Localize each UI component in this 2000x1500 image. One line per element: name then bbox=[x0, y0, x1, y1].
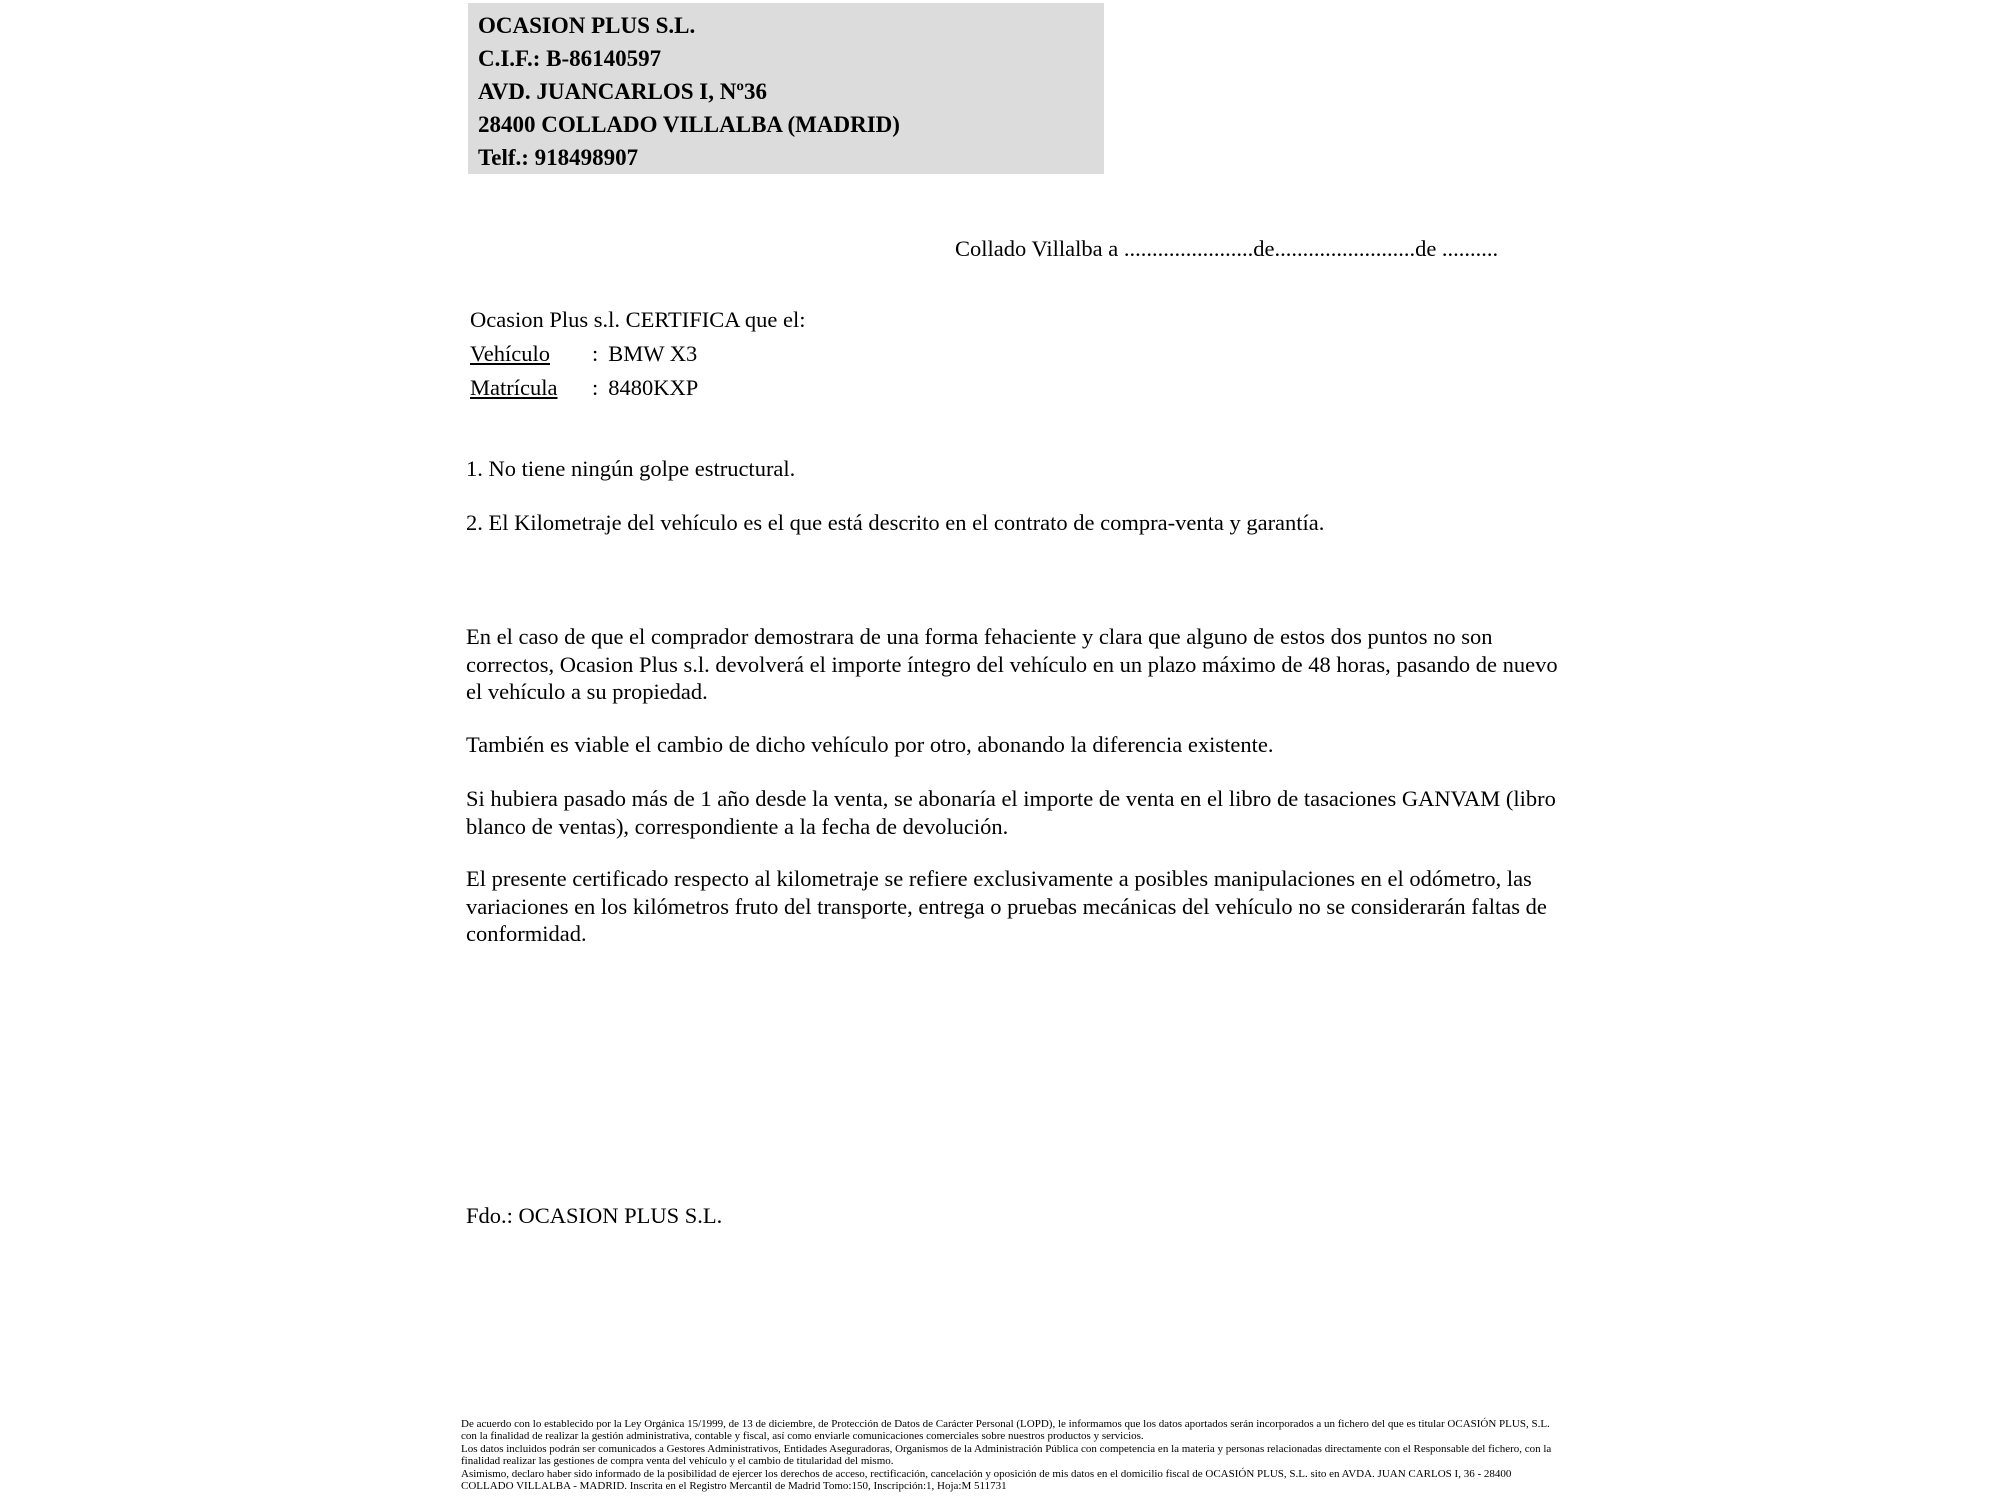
paragraph-refund-terms: En el caso de que el comprador demostrara de una forma fehaciente y clara que alguno de estos dos puntos no son correctos, Ocasion Plus s.l. devolverá el importe íntegro del vehículo en un plazo máximo de 48 horas, pasando de nuevo el vehículo a su propiedad. bbox=[466, 624, 1558, 705]
certification-intro: Ocasion Plus s.l. CERTIFICA que el: bbox=[470, 307, 806, 332]
vehicle-label: Vehículo bbox=[470, 341, 550, 366]
vehicle-value: BMW X3 bbox=[608, 341, 698, 366]
plate-label: Matrícula bbox=[470, 375, 558, 400]
company-cif: C.I.F.: B-86140597 bbox=[478, 46, 662, 71]
plate-field bbox=[470, 371, 806, 405]
paragraph-ganvam-valuation: Si hubiera pasado más de 1 año desde la venta, se abonaría el importe de venta en el libro de tasaciones GANVAM (libro blanco de ventas), correspondiente a la fecha de devolución. bbox=[466, 786, 1556, 839]
vehicle-field bbox=[470, 337, 806, 371]
legal-paragraph-lopd: De acuerdo con lo establecido por la Ley Orgánica 15/1999, de 13 de diciembre, de Protección de Datos de Carácter Personal (LOPD), le informamos que los datos aportados serán incorporados a un fichero del que es titular OCASIÓN PLUS, S.L. con la finalidad de realizar la gestión administrativa, contable y fiscal, así como enviarle comunicaciones comerciales sobre nuestros productos y servicios. bbox=[461, 1418, 1550, 1443]
certified-point-2: 2. El Kilometraje del vehículo es el que está descrito en el contrato de compra-venta y garantía. bbox=[466, 510, 1325, 535]
paragraph-exchange-option: También es viable el cambio de dicho vehículo por otro, abonando la diferencia existente. bbox=[466, 732, 1274, 757]
company-city: 28400 COLLADO VILLALBA (MADRID) bbox=[478, 112, 900, 137]
plate-value: 8480KXP bbox=[608, 375, 699, 400]
company-phone: Telf.: 918498907 bbox=[478, 145, 639, 170]
company-address: AVD. JUANCARLOS I, Nº36 bbox=[478, 79, 767, 104]
legal-paragraph-rights: Asimismo, declaro haber sido informado de la posibilidad de ejercer los derechos de acceso, rectificación, cancelación y oposición de mis datos en el domicilio fiscal de OCASIÓN PLUS, S.L. sito en AVDA. JUAN CARLOS I, 36 - 28400 COLLADO VILLALBA - MADRID. Inscrita en el Registro Mercantil de Madrid Tomo:150, Inscripción:1, Hoja:M 511731 bbox=[461, 1467, 1512, 1493]
signature-line: Fdo.: OCASION PLUS S.L. bbox=[466, 1203, 723, 1228]
legal-paragraph-data-sharing: Los datos incluidos podrán ser comunicados a Gestores Administrativos, Entidades Aseguradoras, Organismos de la Administración Pública con competencia en la materia y personas relacionadas directamente con el Responsable del fichero, con la finalidad realizar las gestiones de compra venta del vehículo y el cambio de titularidad del mismo. bbox=[461, 1442, 1552, 1468]
vehicle-separator: : bbox=[592, 341, 599, 366]
certification-block bbox=[470, 303, 806, 405]
paragraph-odometer-disclaimer: El presente certificado respecto al kilometraje se refiere exclusivamente a posibles manipulaciones en el odómetro, las variaciones en los kilómetros fruto del transporte, entrega o pruebas mecánicas del vehículo no se considerarán faltas de conformidad. bbox=[466, 866, 1547, 947]
legal-fine-print bbox=[461, 1418, 1557, 1492]
certified-point-1: 1. No tiene ningún golpe estructural. bbox=[466, 456, 796, 481]
company-name: OCASION PLUS S.L. bbox=[478, 13, 696, 38]
date-fill-in-line: Collado Villalba a .......................de.........................de .......... bbox=[955, 236, 1499, 261]
company-header-box bbox=[468, 3, 1104, 174]
plate-separator: : bbox=[592, 375, 599, 400]
